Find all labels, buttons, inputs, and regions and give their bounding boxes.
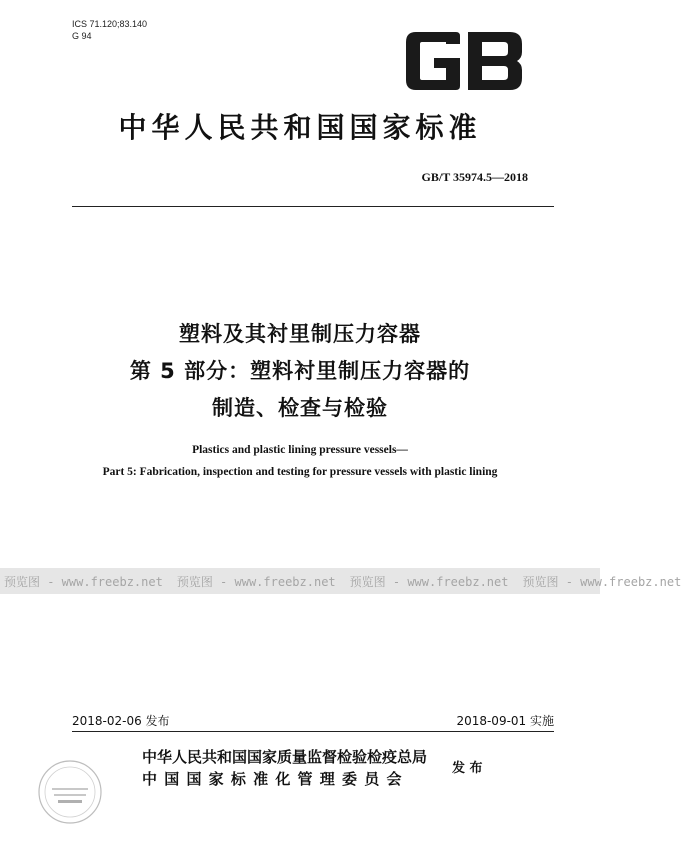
en-title-line-1: Plastics and plastic lining pressure vessels— bbox=[192, 444, 408, 456]
standard-code: GB/T 35974.5—2018 bbox=[421, 170, 528, 184]
seal-stamp-icon bbox=[36, 758, 104, 826]
watermark-text: 预览图 - www.freebz.net bbox=[176, 574, 336, 589]
en-title-line-2: Part 5: Fabrication, inspection and testing for pressure vessels with plastic lining bbox=[102, 466, 498, 478]
bottom-divider bbox=[72, 731, 554, 732]
cn-title-line-2: 第 5 部分：塑料衬里制压力容器的 bbox=[129, 359, 471, 383]
watermark-band bbox=[0, 568, 681, 594]
watermark-text: 预览图 - www.freebz.net bbox=[349, 574, 509, 589]
issuer-line-1: 中华人民共和国国家质量监督检验检疫总局 bbox=[142, 748, 428, 766]
cn-title-line-1: 塑料及其衬里制压力容器 bbox=[179, 322, 421, 346]
classification-block bbox=[72, 18, 147, 42]
ccs-code: G 94 bbox=[72, 31, 92, 41]
issuer-line-2: 中 国 国 家 标 准 化 管 理 委 员 会 bbox=[142, 770, 403, 788]
publish-date: 2018-02-06 发布 bbox=[72, 714, 170, 728]
gb-logo bbox=[402, 30, 527, 92]
ics-code: ICS 71.120;83.140 bbox=[72, 19, 148, 29]
cn-title-line-3: 制造、检查与检验 bbox=[212, 396, 388, 420]
watermark-text: 预览图 - www.freebz.net bbox=[522, 574, 681, 589]
top-divider bbox=[72, 206, 554, 207]
standard-type-title: 中华人民共和国国家标准 bbox=[118, 111, 482, 144]
watermark-text: 预览图 - www.freebz.net bbox=[4, 574, 163, 589]
issue-label: 发 布 bbox=[452, 761, 483, 776]
implement-date: 2018-09-01 实施 bbox=[456, 714, 554, 728]
